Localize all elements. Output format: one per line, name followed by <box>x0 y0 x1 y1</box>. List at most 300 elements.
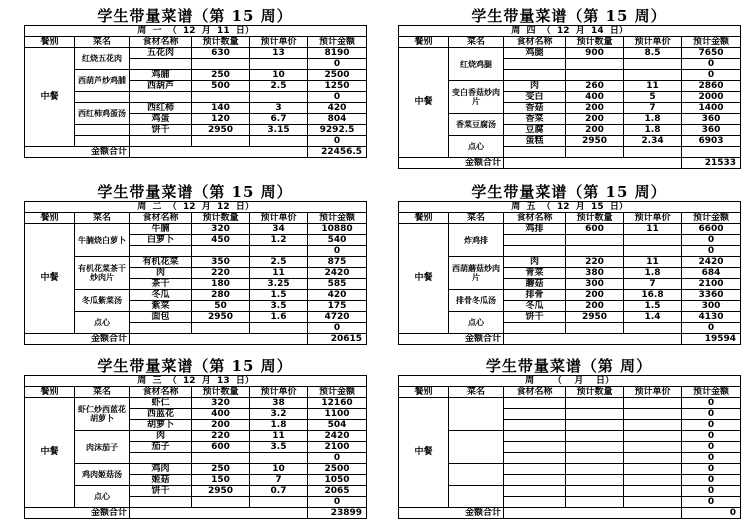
ingredient-cell <box>504 409 566 420</box>
ingredient-cell: 肉 <box>130 431 192 442</box>
weekday-date: 周 三 （ 12 月 13 日） <box>25 376 367 387</box>
total-amount: 19594 <box>682 334 741 345</box>
amount-cell: 0 <box>308 323 367 334</box>
amount-cell: 300 <box>682 301 741 312</box>
amount-cell: 0 <box>682 59 741 70</box>
weekday-row <box>399 26 741 37</box>
quantity-cell: 2950 <box>192 312 250 323</box>
weekday-row <box>25 376 367 387</box>
total-amount: 21533 <box>682 158 741 169</box>
dish-name <box>449 464 504 486</box>
ingredient-cell: 鸡排 <box>504 224 566 235</box>
dish-name: 变白香菇炒肉片 <box>449 81 504 114</box>
menu-table <box>398 375 741 519</box>
quantity-cell: 220 <box>566 257 624 268</box>
unit-price-cell <box>624 323 682 334</box>
column-header: 食材名称 <box>504 213 566 224</box>
unit-price-cell: 3 <box>250 103 308 114</box>
column-header: 预计金额 <box>308 37 367 48</box>
total-label: 金额合计 <box>399 334 504 345</box>
quantity-cell <box>192 92 250 103</box>
total-label: 金额合计 <box>25 334 130 345</box>
weekday-row <box>399 202 741 213</box>
unit-price-cell: 34 <box>250 224 308 235</box>
sheet-title: 学生带量菜谱（第 周） <box>485 357 653 375</box>
table-row <box>25 431 367 442</box>
table-row <box>399 464 741 475</box>
amount-cell: 0 <box>682 453 741 464</box>
unit-price-cell <box>250 453 308 464</box>
amount-cell: 804 <box>308 114 367 125</box>
total-amount: 20615 <box>308 334 367 345</box>
menu-table <box>24 375 367 519</box>
unit-price-cell: 1.5 <box>250 290 308 301</box>
quantity-cell <box>566 475 624 486</box>
table-row <box>399 114 741 125</box>
ingredient-cell: 紫菜 <box>130 301 192 312</box>
amount-cell: 10880 <box>308 224 367 235</box>
quantity-cell: 2950 <box>192 125 250 136</box>
amount-cell: 0 <box>682 442 741 453</box>
unit-price-cell: 1.8 <box>624 125 682 136</box>
table-row <box>25 486 367 497</box>
unit-price-cell: 3.15 <box>250 125 308 136</box>
column-header: 菜名 <box>449 387 504 398</box>
quantity-cell <box>566 59 624 70</box>
ingredient-cell: 鸡腿 <box>504 48 566 59</box>
amount-cell: 360 <box>682 125 741 136</box>
unit-price-cell <box>624 431 682 442</box>
unit-price-cell: 16.8 <box>624 290 682 301</box>
total-label: 金额合计 <box>25 147 130 158</box>
amount-cell: 6600 <box>682 224 741 235</box>
weekday-date: 周 五 （ 12 月 15 日） <box>399 202 741 213</box>
ingredient-cell <box>504 464 566 475</box>
quantity-cell <box>566 464 624 475</box>
amount-cell: 875 <box>308 257 367 268</box>
column-header: 预计单价 <box>624 213 682 224</box>
quantity-cell: 900 <box>566 48 624 59</box>
sheet-title: 学生带量菜谱（第 15 周） <box>97 7 293 25</box>
unit-price-cell <box>624 59 682 70</box>
ingredient-cell: 饼干 <box>130 125 192 136</box>
quantity-cell: 200 <box>566 103 624 114</box>
amount-cell: 175 <box>308 301 367 312</box>
unit-price-cell: 1.2 <box>250 235 308 246</box>
sheet-title: 学生带量菜谱（第 15 周） <box>97 183 293 201</box>
ingredient-cell <box>130 59 192 70</box>
sheet-title: 学生带量菜谱（第 15 周） <box>471 183 667 201</box>
dish-name: 点心 <box>449 136 504 158</box>
unit-price-cell: 38 <box>250 398 308 409</box>
ingredient-cell <box>504 431 566 442</box>
meal-type: 中餐 <box>399 48 449 158</box>
quantity-cell: 220 <box>192 431 250 442</box>
amount-cell: 684 <box>682 268 741 279</box>
ingredient-cell: 茶干 <box>130 279 192 290</box>
quantity-cell: 450 <box>192 235 250 246</box>
meal-type: 中餐 <box>25 48 75 147</box>
ingredient-cell: 五花肉 <box>130 48 192 59</box>
unit-price-cell <box>624 475 682 486</box>
quantity-cell: 120 <box>192 114 250 125</box>
ingredient-cell: 鸡肉 <box>130 464 192 475</box>
amount-cell: 2500 <box>308 464 367 475</box>
weekday-row <box>25 202 367 213</box>
ingredient-cell <box>504 420 566 431</box>
quantity-cell: 400 <box>192 409 250 420</box>
header-row <box>25 37 367 48</box>
table-row <box>399 48 741 59</box>
dish-name: 有机花菜茶干炒肉片 <box>75 257 130 290</box>
ingredient-cell: 蘑菇 <box>504 279 566 290</box>
unit-price-cell: 3.5 <box>250 301 308 312</box>
dish-name: 点心 <box>75 312 130 334</box>
dish-name: 西葫蘑菇炒肉片 <box>449 257 504 290</box>
meal-type: 中餐 <box>399 398 449 508</box>
table-row <box>25 136 367 147</box>
quantity-cell: 350 <box>192 257 250 268</box>
quantity-cell: 2950 <box>566 136 624 147</box>
quantity-cell: 630 <box>192 48 250 59</box>
unit-price-cell: 1.4 <box>624 312 682 323</box>
ingredient-cell: 青菜 <box>504 268 566 279</box>
unit-price-cell <box>624 442 682 453</box>
amount-cell: 0 <box>308 453 367 464</box>
total-spacer <box>130 508 308 519</box>
column-header: 预计单价 <box>250 213 308 224</box>
quantity-cell: 400 <box>566 92 624 103</box>
amount-cell: 0 <box>682 420 741 431</box>
unit-price-cell: 1.8 <box>624 268 682 279</box>
quantity-cell: 250 <box>192 464 250 475</box>
menu-table <box>24 201 367 345</box>
ingredient-cell <box>130 323 192 334</box>
unit-price-cell: 11 <box>624 257 682 268</box>
column-header: 预计数量 <box>566 387 624 398</box>
amount-cell: 0 <box>682 431 741 442</box>
ingredient-cell: 白萝卜 <box>130 235 192 246</box>
column-header: 餐别 <box>399 37 449 48</box>
amount-cell: 1250 <box>308 81 367 92</box>
header-row <box>399 213 741 224</box>
table-row <box>399 257 741 268</box>
column-header: 预计金额 <box>308 387 367 398</box>
unit-price-cell: 7 <box>624 279 682 290</box>
dish-name: 西红柿鸡蛋汤 <box>75 103 130 125</box>
menu-sheet-blank <box>398 357 740 519</box>
meal-type: 中餐 <box>25 224 75 334</box>
ingredient-cell: 变白 <box>504 92 566 103</box>
unit-price-cell: 1.6 <box>250 312 308 323</box>
quantity-cell: 200 <box>566 301 624 312</box>
quantity-cell: 260 <box>566 81 624 92</box>
quantity-cell <box>566 453 624 464</box>
dish-name: 牛腩烧白萝卜 <box>75 224 130 257</box>
weekday-row <box>25 26 367 37</box>
quantity-cell <box>566 323 624 334</box>
unit-price-cell <box>624 246 682 257</box>
amount-cell: 0 <box>308 92 367 103</box>
column-header: 食材名称 <box>130 213 192 224</box>
ingredient-cell: 冬瓜 <box>504 301 566 312</box>
dish-name: 香菜豆腐汤 <box>449 114 504 136</box>
column-header: 预计数量 <box>192 213 250 224</box>
table-row <box>399 290 741 301</box>
ingredient-cell: 排骨 <box>504 290 566 301</box>
menu-sheet-mon <box>24 7 366 158</box>
menu-table <box>398 25 741 169</box>
quantity-cell: 150 <box>192 475 250 486</box>
ingredient-cell: 鸡蛋 <box>130 114 192 125</box>
table-row <box>399 224 741 235</box>
quantity-cell <box>192 246 250 257</box>
amount-cell: 7650 <box>682 48 741 59</box>
amount-cell: 504 <box>308 420 367 431</box>
quantity-cell: 220 <box>192 268 250 279</box>
unit-price-cell: 2.5 <box>250 81 308 92</box>
amount-cell: 8190 <box>308 48 367 59</box>
quantity-cell <box>566 70 624 81</box>
quantity-cell: 250 <box>192 70 250 81</box>
amount-cell: 6903 <box>682 136 741 147</box>
amount-cell: 420 <box>308 290 367 301</box>
amount-cell: 2000 <box>682 92 741 103</box>
amount-cell: 0 <box>308 136 367 147</box>
ingredient-cell <box>504 235 566 246</box>
table-row <box>25 125 367 136</box>
weekday-row <box>399 376 741 387</box>
amount-cell: 12160 <box>308 398 367 409</box>
total-row <box>25 147 367 158</box>
amount-cell: 2100 <box>308 442 367 453</box>
ingredient-cell <box>504 59 566 70</box>
quantity-cell <box>566 486 624 497</box>
quantity-cell: 600 <box>192 442 250 453</box>
ingredient-cell <box>504 323 566 334</box>
column-header: 预计金额 <box>682 213 741 224</box>
total-row <box>399 158 741 169</box>
amount-cell: 360 <box>682 114 741 125</box>
dish-name <box>75 125 130 136</box>
amount-cell: 2500 <box>308 70 367 81</box>
ingredient-cell: 胡萝卜 <box>130 420 192 431</box>
amount-cell: 1100 <box>308 409 367 420</box>
quantity-cell: 200 <box>566 114 624 125</box>
total-amount: 22456.5 <box>308 147 367 158</box>
quantity-cell <box>566 235 624 246</box>
dish-name: 点心 <box>75 486 130 508</box>
total-row <box>25 508 367 519</box>
table-row <box>25 103 367 114</box>
quantity-cell: 200 <box>566 125 624 136</box>
amount-cell: 4720 <box>308 312 367 323</box>
header-row <box>25 387 367 398</box>
unit-price-cell <box>624 453 682 464</box>
amount-cell: 0 <box>682 497 741 508</box>
unit-price-cell: 3.5 <box>250 442 308 453</box>
ingredient-cell: 蛋糕 <box>504 136 566 147</box>
unit-price-cell: 6.7 <box>250 114 308 125</box>
quantity-cell <box>566 420 624 431</box>
unit-price-cell: 7 <box>624 103 682 114</box>
quantity-cell: 300 <box>566 279 624 290</box>
unit-price-cell <box>624 70 682 81</box>
amount-cell: 2420 <box>682 257 741 268</box>
quantity-cell: 140 <box>192 103 250 114</box>
unit-price-cell: 7 <box>250 475 308 486</box>
amount-cell: 2420 <box>308 431 367 442</box>
ingredient-cell: 香菜 <box>504 114 566 125</box>
table-row <box>399 312 741 323</box>
dish-name <box>449 398 504 431</box>
total-row <box>399 334 741 345</box>
amount-cell: 540 <box>308 235 367 246</box>
ingredient-cell: 饼干 <box>504 312 566 323</box>
ingredient-cell: 肉 <box>504 257 566 268</box>
ingredient-cell: 西蓝花 <box>130 409 192 420</box>
dish-name <box>449 486 504 508</box>
sheet-title: 学生带量菜谱（第 15 周） <box>97 357 293 375</box>
column-header: 菜名 <box>449 213 504 224</box>
dish-name: 炸鸡排 <box>449 224 504 257</box>
amount-cell: 2420 <box>308 268 367 279</box>
dish-name: 红烧五花肉 <box>75 48 130 70</box>
table-row <box>25 312 367 323</box>
quantity-cell: 320 <box>192 224 250 235</box>
table-row <box>399 431 741 442</box>
unit-price-cell: 0.7 <box>250 486 308 497</box>
header-row <box>25 213 367 224</box>
unit-price-cell: 2.34 <box>624 136 682 147</box>
ingredient-cell <box>504 70 566 81</box>
table-row <box>25 257 367 268</box>
ingredient-cell <box>504 497 566 508</box>
weekday-date: 周 四 （ 12 月 14 日） <box>399 26 741 37</box>
quantity-cell: 380 <box>566 268 624 279</box>
column-header: 餐别 <box>25 37 75 48</box>
amount-cell: 1400 <box>682 103 741 114</box>
unit-price-cell <box>250 92 308 103</box>
table-row <box>25 464 367 475</box>
quantity-cell <box>192 136 250 147</box>
ingredient-cell <box>504 475 566 486</box>
dish-name <box>449 431 504 464</box>
unit-price-cell <box>250 323 308 334</box>
ingredient-cell <box>504 147 566 158</box>
dish-name: 虾仁炒西蓝花胡萝卜 <box>75 398 130 431</box>
unit-price-cell: 13 <box>250 48 308 59</box>
total-amount: 0 <box>682 508 741 519</box>
unit-price-cell <box>624 420 682 431</box>
header-row <box>399 37 741 48</box>
dish-name: 西葫芦炒鸡脯 <box>75 70 130 92</box>
unit-price-cell <box>624 497 682 508</box>
ingredient-cell <box>130 92 192 103</box>
table-row <box>25 398 367 409</box>
header-row <box>399 387 741 398</box>
unit-price-cell <box>624 398 682 409</box>
column-header: 预计单价 <box>624 37 682 48</box>
ingredient-cell <box>130 136 192 147</box>
total-spacer <box>504 158 682 169</box>
quantity-cell <box>566 147 624 158</box>
ingredient-cell: 面包 <box>130 312 192 323</box>
unit-price-cell: 10 <box>250 464 308 475</box>
column-header: 食材名称 <box>130 387 192 398</box>
table-row <box>25 92 367 103</box>
meal-type: 中餐 <box>25 398 75 508</box>
ingredient-cell: 姬菇 <box>130 475 192 486</box>
unit-price-cell: 8.5 <box>624 48 682 59</box>
column-header: 食材名称 <box>504 37 566 48</box>
unit-price-cell <box>624 235 682 246</box>
menu-table <box>24 25 367 158</box>
unit-price-cell: 11 <box>250 268 308 279</box>
amount-cell: 1050 <box>308 475 367 486</box>
quantity-cell: 280 <box>192 290 250 301</box>
quantity-cell <box>566 398 624 409</box>
table-row <box>399 136 741 147</box>
amount-cell: 0 <box>308 59 367 70</box>
table-row <box>25 290 367 301</box>
unit-price-cell: 1.8 <box>624 114 682 125</box>
menu-sheet-fri <box>398 183 740 345</box>
quantity-cell: 50 <box>192 301 250 312</box>
menu-sheet-wed <box>24 357 366 519</box>
ingredient-cell: 豆腐 <box>504 125 566 136</box>
unit-price-cell: 3.25 <box>250 279 308 290</box>
column-header: 餐别 <box>399 387 449 398</box>
column-header: 食材名称 <box>130 37 192 48</box>
unit-price-cell <box>624 464 682 475</box>
amount-cell: 0 <box>682 323 741 334</box>
unit-price-cell: 1.8 <box>250 420 308 431</box>
total-spacer <box>130 147 308 158</box>
column-header: 菜名 <box>75 387 130 398</box>
table-row <box>399 81 741 92</box>
unit-price-cell: 11 <box>624 81 682 92</box>
total-label: 金额合计 <box>25 508 130 519</box>
quantity-cell <box>566 442 624 453</box>
ingredient-cell <box>504 453 566 464</box>
weekday-date: 周 一 （ 12 月 11 日） <box>25 26 367 37</box>
quantity-cell <box>192 323 250 334</box>
quantity-cell <box>192 453 250 464</box>
total-spacer <box>130 334 308 345</box>
unit-price-cell: 1.5 <box>624 301 682 312</box>
menu-sheet-tue <box>24 183 366 345</box>
unit-price-cell <box>250 497 308 508</box>
amount-cell <box>682 147 741 158</box>
quantity-cell: 500 <box>192 81 250 92</box>
quantity-cell: 320 <box>192 398 250 409</box>
ingredient-cell: 虾仁 <box>130 398 192 409</box>
quantity-cell: 180 <box>192 279 250 290</box>
amount-cell: 4130 <box>682 312 741 323</box>
dish-name <box>75 136 130 147</box>
unit-price-cell <box>624 409 682 420</box>
quantity-cell <box>566 497 624 508</box>
column-header: 菜名 <box>449 37 504 48</box>
menu-sheet-thu <box>398 7 740 169</box>
weekday-date: 周 （ 月 日） <box>399 376 741 387</box>
column-header: 餐别 <box>25 387 75 398</box>
dish-name: 点心 <box>449 312 504 334</box>
meal-type: 中餐 <box>399 224 449 334</box>
total-row <box>399 508 741 519</box>
quantity-cell <box>566 409 624 420</box>
